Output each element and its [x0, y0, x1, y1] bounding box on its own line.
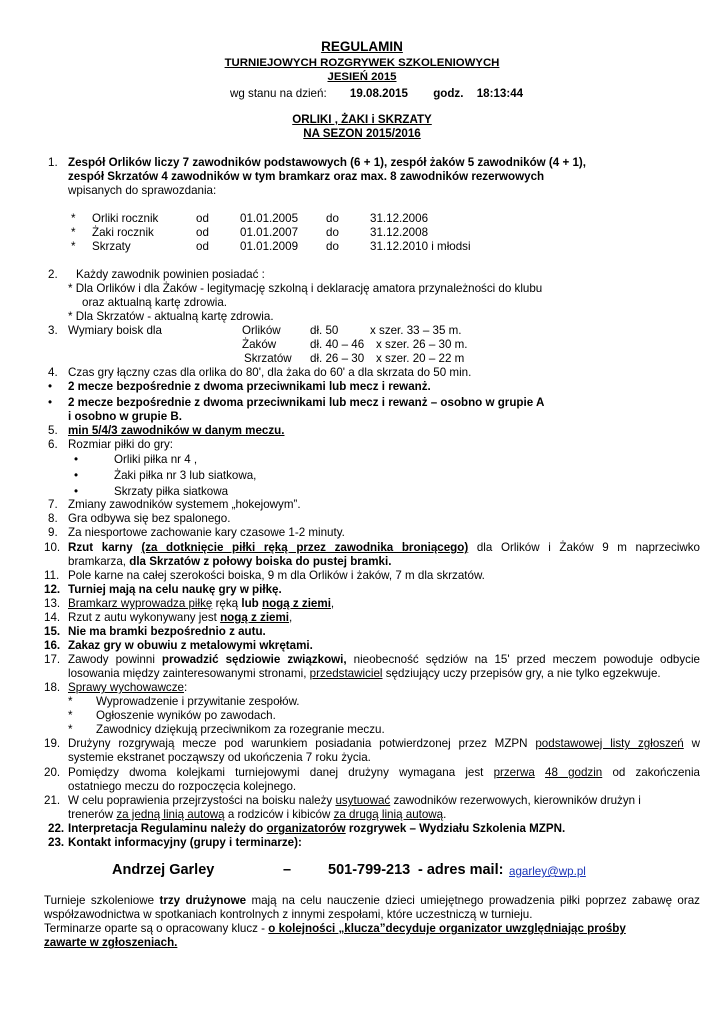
item-15-text: Nie ma bramki bezpośrednio z autu. [68, 625, 266, 638]
contact-dash: – [283, 862, 292, 878]
contact-email-label: - adres mail: [418, 862, 504, 878]
item-10-line-2: bramkarza, dla Skrzatów z połowy boiska do pustej bramki. [68, 555, 392, 568]
item-17-line-2: losowania między zainteresowanymi stronami, przedstawiciel sędziujący uczy przepisów gry, a nie tylko egzekwuje. [68, 667, 661, 680]
footer-paragraph-1: Turnieje szkoleniowe trzy drużynowe mają na celu nauczenie dzieci umiejętnego prowadzenia piłki poprzez zabawę oraz [44, 894, 700, 907]
item-number: 3. [48, 324, 58, 337]
footer-paragraph-2-cont: zawarte w zgłoszeniach. [44, 936, 178, 949]
item-number: 2. [48, 268, 58, 281]
education-item: Ogłoszenie wyników po zawodach. [96, 709, 276, 722]
status-line: wg stanu na dzień: 19.08.2015 godz. 18:13:44 [230, 87, 524, 100]
item-number: 5. [48, 424, 58, 437]
item-number: 19. [44, 737, 61, 750]
status-date: 19.08.2015 [349, 87, 408, 100]
item-10-line-1: Rzut karny (za dotknięcie piłki ręką przez zawodnika broniącego) dla Orlików i Żaków 9 m naprzeciwko [68, 541, 700, 554]
item-number: 17. [44, 653, 61, 666]
document-subtitle: TURNIEJOWYCH ROZGRYWEK SZKOLENIOWYCH [224, 57, 500, 69]
item-number: 10. [44, 541, 61, 554]
bullet: * [68, 723, 73, 736]
bullet: • [48, 380, 53, 393]
item-1-line-1: Zespół Orlików liczy 7 zawodników podstawowych (6 + 1), zespół żaków 5 zawodników (4 + 1), [68, 156, 586, 169]
item-16-text: Zakaz gry w obuwiu z metalowymi wkrętami. [68, 639, 313, 652]
item-17-line-1: Zawody powinni prowadzić sędziowie związkowi, nieobecność sędziów na 15' przed meczem powoduje odbycie [68, 653, 700, 666]
item-number: 22. [48, 822, 65, 835]
education-item: Zawodnicy dziękują przeciwnikom za rozegranie meczu. [96, 723, 385, 736]
item-23-text: Kontakt informacyjny (grupy i terminarze): [68, 836, 302, 849]
dot-2-text-cont: i osobno w grupie B. [68, 410, 183, 423]
item-1-line-2: zespół Skrzatów 4 zawodników w tym bramkarz oraz max. 8 zawodników rezerwowych [68, 170, 545, 183]
item-1-line-3: wpisanych do sprawozdania: [68, 184, 217, 197]
bullet: * [68, 709, 73, 722]
item-21-line-1: W celu poprawienia przejrzystości na boisku należy usytuować zawodników rezerwowych, kierowników drużyn i [68, 794, 641, 807]
item-number: 20. [44, 766, 61, 779]
item-7-text: Zmiany zawodników systemem „hokejowym”. [68, 498, 301, 511]
item-number: 1. [48, 156, 58, 169]
item-11-text: Pole karne na całej szerokości boiska, 9 m dla Orlików i żaków, 7 m dla skrzatów. [68, 569, 485, 582]
categories-title: ORLIKI , ŻAKI i SKRZATY [292, 113, 432, 126]
item-20-line-2: ostatniego meczu do rozpoczęcia kolejnego. [68, 780, 297, 793]
item-19-line-1: Drużyny rozgrywają mecze pod warunkiem posiadania potwierdzonej przez MZPN podstawowej listy zgłoszeń w [68, 737, 700, 750]
item-number: 16. [44, 639, 61, 652]
item-18-text: Sprawy wychowawcze: [68, 681, 188, 694]
item-20-line-1: Pomiędzy dwoma kolejkami turniejowymi danej drużyny wymagana jest przerwa 48 godzin od zakończenia [68, 766, 700, 779]
item-2-sub-2: * Dla Skrzatów - aktualną kartę zdrowia. [68, 310, 274, 323]
item-number: 14. [44, 611, 61, 624]
item-number: 12. [44, 583, 61, 596]
ball-item: Orliki piłka nr 4 , [114, 453, 198, 466]
document-title: REGULAMIN [321, 39, 403, 54]
dot-1-text: 2 mecze bezpośrednie z dwoma przeciwnikami lub mecz i rewanż. [68, 380, 431, 393]
item-9-text: Za niesportowe zachowanie kary czasowe 1-2 minuty. [68, 526, 345, 539]
footer-paragraph-1-cont: współzawodnictwa w spotkaniach kontrolnych z innymi zespołami, które uczestniczą w turnieju. [44, 908, 533, 921]
item-22-text: Interpretacja Regulaminu należy do organizatorów rozgrywek – Wydziału Szkolenia MZPN. [68, 822, 566, 835]
item-number: 15. [44, 625, 61, 638]
item-number: 21. [44, 794, 61, 807]
bullet: • [74, 469, 79, 482]
item-19-line-2: systemie ekstranet począwszy od ukończenia 7 roku życia. [68, 751, 371, 764]
item-2-sub-1-cont: oraz aktualną kartę zdrowia. [82, 296, 227, 309]
item-number: 9. [48, 526, 58, 539]
bullet: • [74, 485, 79, 498]
item-2-sub-1: * Dla Orlików i dla Żaków - legitymację szkolną i deklarację amatora przynależności do klubu [68, 282, 543, 295]
item-21-line-2: trenerów za jedną linią autową a rodziców i kibiców za drugą linią autową. [68, 808, 447, 821]
item-14-text: Rzut z autu wykonywany jest nogą z ziemi, [68, 611, 293, 624]
contact-name: Andrzej Garley [112, 862, 215, 878]
item-4-text: Czas gry łączny czas dla orlika do 80', dla żaka do 60' a dla skrzata do 50 min. [68, 366, 472, 379]
item-5-text: min 5/4/3 zawodników w danym meczu. [68, 424, 285, 437]
item-6-text: Rozmiar piłki do gry: [68, 438, 174, 451]
education-item: Wyprowadzenie i przywitanie zespołów. [96, 695, 300, 708]
document-page: REGULAMIN TURNIEJOWYCH ROZGRYWEK SZKOLENIOWYCH JESIEŃ 2015 wg stanu na dzień: 19.08.2015 godz. 18:13:44 ORLIKI , ŻAKI i SKRZATY NA SEZON 2015/2016 1. Zespół Orlików liczy 7 zawodników podstawowych (6 + 1), zespół żaków 5 zawodników (4 + 1), zespół Skrzatów 4 zawodników w tym bramkarz oraz max. 8 zawodników rezerwowych wpisanych do sprawozdania: * Orliki rocznik od 01.01.2005 do 31.12.2006 * Żaki rocznik od 01.01.2007 do 31.12.2008 * Skrzaty od 01.01.2009 do 31.12.2010 i młodsi 2. Każdy zawodnik powinien posiadać : * Dla Orlików i dla Żaków - legitymację szkolną i deklarację amatora przynależności do klubu oraz aktualną kartę zdrowia. * Dla Skrzatów - aktualną kartę zdrowia. 3. Wymiary boisk dla Orlików dł. 50 x szer. 33 – 35 m. Żaków dł. 40 – 46 x szer. 26 – 30 m. Skrzatów dł. 26 – 30 x szer. 20 – 22 m 4. Czas gry łączny czas dla orlika do 80', dla żaka do 60' a dla skrzata do 50 min. • 2 mecze bezpośrednie z dwoma przeciwnikami lub mecz i rewanż. • 2 mecze bezpośrednie z dwoma przeciwnikami lub mecz i rewanż – osobno w grupie A i osobno w grupie B. 5. min 5/4/3 zawodników w danym meczu. 6. Rozmiar piłki do gry: • Orliki piłka nr 4 , • Żaki piłka nr 3 lub siatkowa, • Skrzaty piłka siatkowa 7. Zmiany zawodników systemem „hokejowym”. 8. Gra odbywa się bez spalonego. 9. Za niesportowe zachowanie kary czasowe 1-2 minuty. 10. Rzut karny (za dotknięcie piłki ręką przez zawodnika broniącego) dla Orlików i Żaków 9 m naprzeciwko bramkarza, dla Skrzatów z połowy boiska do pustej bramki. 11. Pole karne na całej szerokości boiska, 9 m dla Orlików i żaków, 7 m dla skrzatów. 12. Turniej mają na celu naukę gry w piłkę. 13. Bramkarz wyprowadza piłkę ręką lub nogą z ziemi, 14. Rzut z autu wykonywany jest nogą z ziemi, 15. Nie ma bramki bezpośrednio z autu. 16. Zakaz gry w obuwiu z metalowymi wkrętami. 17. Zawody powinni prowadzić sędziowie związkowi, nieobecność sędziów na 15' przed meczem powoduje odbycie losowania między zainteresowanymi stronami, przedstawiciel sędziujący uczy przepisów gry, a nie tylko egzekwuje. 18. Sprawy wychowawcze: * Wyprowadzenie i przywitanie zespołów. * Ogłoszenie wyników po zawodach. * Zawodnicy dziękują przeciwnikom za rozegranie meczu. 19. Drużyny rozgrywają mecze pod warunkiem posiadania potwierdzonej przez MZPN podstawowej listy zgłoszeń w systemie ekstranet począwszy od ukończenia 7 roku życia. 20. Pomiędzy dwoma kolejkami turniejowymi danej drużyny wymagana jest przerwa 48 godzin od zakończenia ostatniego meczu do rozpoczęcia kolejnego. 21. W celu poprawienia przejrzystości na boisku należy usytuować zawodników rezerwowych, kierowników drużyn i trenerów za jedną linią autową a rodziców i kibiców za drugą linią autową. 22. Interpretacja Regulaminu należy do organizatorów rozgrywek – Wydziału Szkolenia MZPN. 23. Kontakt informacyjny (grupy i terminarze): Andrzej Garley – 501-799-213 - adres mail: agarley@wp.pl Turnieje szkoleniowe trzy drużynowe mają na celu nauczenie dzieci umiejętnego prowadzenia piłki poprzez zabawę oraz współzawodnictwa w spotkaniach kontrolnych z innymi zespołami, które uczestniczą w turnieju. Terminarze oparte są o opracowany klucz - o kolejności „klucza”decyduje organizator uwzględniając prośby zawarte w zgłoszeniach. [0, 0, 724, 1024]
ball-item: Żaki piłka nr 3 lub siatkowa, [114, 469, 257, 482]
item-number: 4. [48, 366, 58, 379]
item-8-text: Gra odbywa się bez spalonego. [68, 512, 231, 525]
item-number: 8. [48, 512, 58, 525]
season-title: NA SEZON 2015/2016 [303, 127, 421, 140]
footer-paragraph-2: Terminarze oparte są o opracowany klucz - o kolejności „klucza”decyduje organizator uwzględniając prośby [44, 922, 626, 935]
contact-phone: 501-799-213 [328, 862, 411, 878]
bullet: • [48, 396, 53, 409]
item-2-text: Każdy zawodnik powinien posiadać : [76, 268, 265, 281]
bullet: • [74, 453, 79, 466]
bullet: * [68, 695, 73, 708]
season-label: JESIEŃ 2015 [327, 71, 397, 83]
item-13-text: Bramkarz wyprowadza piłkę ręką lub nogą z ziemi, [68, 597, 335, 610]
item-number: 13. [44, 597, 61, 610]
item-number: 23. [48, 836, 65, 849]
item-3-text: Wymiary boisk dla [68, 324, 162, 337]
item-number: 18. [44, 681, 61, 694]
item-12-text: Turniej mają na celu naukę gry w piłkę. [68, 583, 282, 596]
ball-item: Skrzaty piłka siatkowa [114, 485, 229, 498]
dot-2-text: 2 mecze bezpośrednie z dwoma przeciwnikami lub mecz i rewanż – osobno w grupie A [68, 396, 545, 409]
contact-email-link[interactable]: agarley@wp.pl [509, 865, 586, 878]
status-time: 18:13:44 [476, 87, 524, 100]
item-number: 6. [48, 438, 58, 451]
item-number: 11. [44, 569, 60, 582]
item-number: 7. [48, 498, 58, 511]
